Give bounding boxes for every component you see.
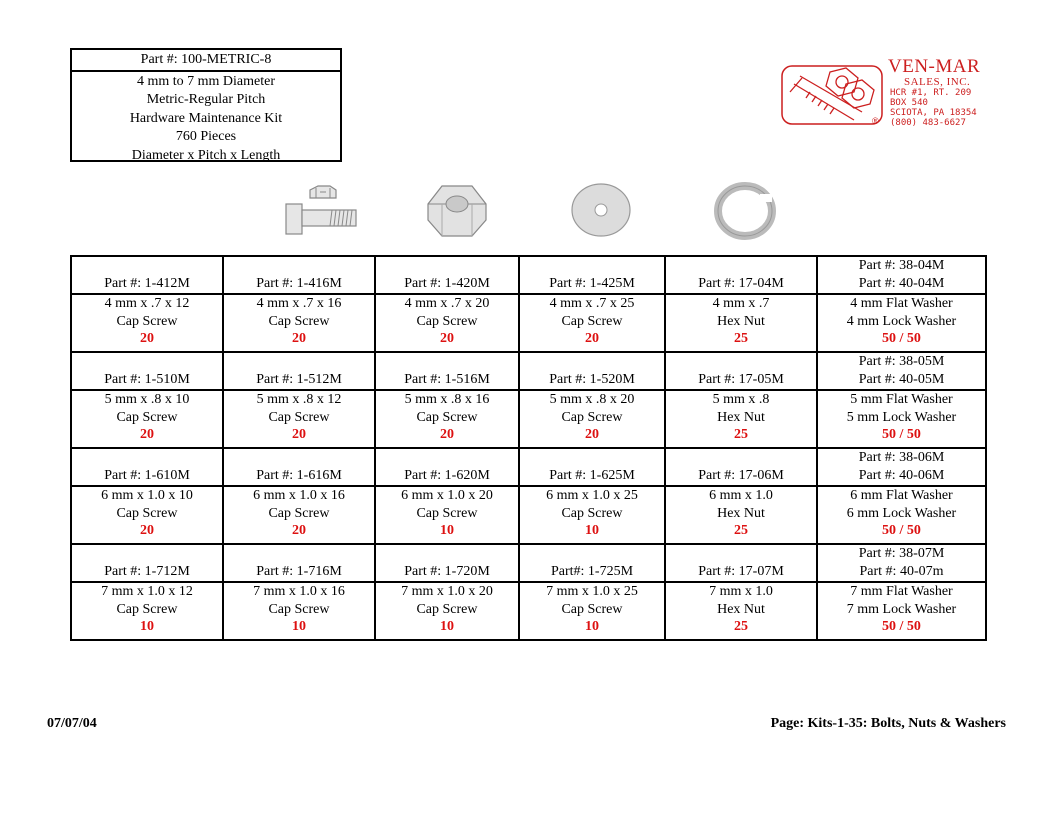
part-description-cell [71, 486, 223, 544]
kit-dimension-format: Diameter x Pitch x Length [131, 147, 281, 163]
part-description-cell [375, 582, 519, 640]
part-size: 6 mm x 1.0 x 10 [101, 488, 193, 503]
part-number-row [71, 544, 986, 582]
part-size: 4 mm x .7 x 20 [404, 296, 490, 311]
part-type: Cap Screw [116, 602, 178, 617]
bolt-and-nut-logo-icon [780, 64, 884, 126]
part-size: 7 mm x 1.0 x 16 [253, 584, 345, 599]
part-number-cell [375, 448, 519, 486]
part-number: Part #: 1-620M [404, 468, 490, 483]
part-quantity: 20 [140, 331, 154, 346]
part-number-row [71, 352, 986, 390]
part-type: Hex Nut [717, 506, 765, 521]
part-number: Part #: 17-05M [698, 372, 784, 387]
part-size: 7 mm x 1.0 x 12 [101, 584, 193, 599]
part-type: Cap Screw [561, 506, 623, 521]
part-number: Part #: 17-07M [698, 564, 784, 579]
part-number-cell [519, 544, 665, 582]
part-number: Part #: 38-06M [858, 450, 945, 465]
part-type: Cap Screw [561, 314, 623, 329]
part-number: Part #: 38-05M [858, 354, 945, 369]
part-number-cell [223, 352, 375, 390]
kit-pitch: Metric-Regular Pitch [146, 92, 266, 108]
parts-table [70, 255, 987, 641]
kit-type: Hardware Maintenance Kit [129, 110, 283, 126]
part-description-cell [375, 486, 519, 544]
kit-piece-count: 760 Pieces [175, 129, 237, 145]
part-number: Part #: 38-07M [858, 546, 945, 561]
part-size: 4 mm x .7 x 12 [104, 296, 190, 311]
part-size: 6 mm Flat Washer [850, 488, 953, 503]
part-quantity: 10 [140, 619, 154, 634]
part-quantity: 10 [440, 523, 454, 538]
part-description-cell [665, 582, 817, 640]
part-size: 5 mm x .8 x 20 [549, 392, 635, 407]
company-sales: SALES, INC. [904, 76, 971, 88]
part-size: 5 mm x .8 x 16 [404, 392, 490, 407]
part-quantity: 25 [734, 619, 748, 634]
part-number: Part #: 1-616M [256, 468, 342, 483]
part-number-cell [223, 544, 375, 582]
part-number: Part #: 1-416M [256, 276, 342, 291]
part-size: 5 mm x .8 x 12 [256, 392, 342, 407]
part-number-cell [665, 352, 817, 390]
part-number-cell [817, 544, 986, 582]
part-quantity: 10 [585, 523, 599, 538]
part-number: Part #: 40-07m [859, 564, 944, 579]
company-address-line-1: HCR #1, RT. 209 [890, 88, 972, 98]
part-type: Cap Screw [416, 602, 478, 617]
part-quantity: 25 [734, 427, 748, 442]
part-number: Part #: 1-516M [404, 372, 490, 387]
part-number-cell [71, 256, 223, 294]
footer-date: 07/07/04 [47, 716, 97, 731]
part-quantity: 10 [292, 619, 306, 634]
part-quantity: 10 [585, 619, 599, 634]
company-phone: (800) 483-6627 [890, 118, 966, 128]
part-number-cell [375, 352, 519, 390]
part-size: 7 mm Flat Washer [850, 584, 953, 599]
part-number-row [71, 256, 986, 294]
part-number: Part#: 1-725M [550, 564, 634, 579]
part-type: Cap Screw [416, 314, 478, 329]
cap-screw-icon [282, 184, 358, 236]
part-description-cell [817, 294, 986, 352]
part-description-cell [375, 294, 519, 352]
part-number-cell [375, 544, 519, 582]
part-size: 7 mm x 1.0 [709, 584, 773, 599]
lock-washer-icon [714, 182, 776, 240]
part-type: Cap Screw [268, 506, 330, 521]
part-number-cell [665, 256, 817, 294]
part-type: Cap Screw [116, 410, 178, 425]
part-size: 6 mm x 1.0 [709, 488, 773, 503]
part-number-cell [223, 256, 375, 294]
part-quantity: 20 [140, 523, 154, 538]
part-number-cell [519, 352, 665, 390]
part-size: 5 mm Flat Washer [850, 392, 953, 407]
part-type: Hex Nut [717, 602, 765, 617]
part-quantity: 20 [440, 331, 454, 346]
part-description-cell [223, 582, 375, 640]
part-description-cell [665, 486, 817, 544]
part-number-cell [665, 544, 817, 582]
part-number-cell [519, 448, 665, 486]
part-type: 6 mm Lock Washer [846, 506, 957, 521]
kit-part-number: Part #: 100-METRIC-8 [72, 50, 340, 72]
part-description-cell [665, 294, 817, 352]
part-quantity: 20 [440, 427, 454, 442]
part-size: 4 mm x .7 x 25 [549, 296, 635, 311]
part-size: 5 mm x .8 x 10 [104, 392, 190, 407]
part-size: 5 mm x .8 [712, 392, 770, 407]
part-quantity: 10 [440, 619, 454, 634]
company-name: VEN-MAR [888, 56, 981, 77]
part-number-cell [665, 448, 817, 486]
hardware-icons-row [0, 178, 1056, 244]
part-description-cell [817, 390, 986, 448]
part-description-cell [519, 390, 665, 448]
description-row [71, 294, 986, 352]
description-row [71, 582, 986, 640]
part-number-cell [71, 544, 223, 582]
part-number-cell [71, 352, 223, 390]
part-size: 4 mm x .7 x 16 [256, 296, 342, 311]
company-address-line-3: SCIOTA, PA 18354 [890, 108, 977, 118]
part-description-cell [519, 582, 665, 640]
part-number: Part #: 17-04M [698, 276, 784, 291]
part-type: Cap Screw [116, 314, 178, 329]
part-type: Hex Nut [717, 410, 765, 425]
hex-nut-icon [426, 184, 488, 238]
kit-header-box [70, 48, 342, 162]
kit-description [72, 72, 340, 165]
part-quantity: 20 [585, 427, 599, 442]
part-quantity: 20 [585, 331, 599, 346]
part-number: Part #: 1-425M [549, 276, 635, 291]
part-size: 6 mm x 1.0 x 16 [253, 488, 345, 503]
description-row [71, 390, 986, 448]
part-number-cell [817, 448, 986, 486]
part-number: Part #: 1-610M [104, 468, 190, 483]
part-number: Part #: 1-412M [104, 276, 190, 291]
part-description-cell [817, 486, 986, 544]
company-address-line-2: BOX 540 [890, 98, 928, 108]
part-number-cell [223, 448, 375, 486]
part-number: Part #: 40-06M [858, 468, 945, 483]
part-type: Cap Screw [268, 602, 330, 617]
part-size: 4 mm x .7 [712, 296, 770, 311]
part-description-cell [519, 294, 665, 352]
part-type: Cap Screw [561, 602, 623, 617]
part-description-cell [223, 294, 375, 352]
part-type: 7 mm Lock Washer [846, 602, 957, 617]
part-number: Part #: 17-06M [698, 468, 784, 483]
part-number-cell [375, 256, 519, 294]
part-quantity: 25 [734, 523, 748, 538]
kit-diameter-range: 4 mm to 7 mm Diameter [136, 74, 276, 89]
part-type: Cap Screw [268, 314, 330, 329]
part-type: Cap Screw [416, 410, 478, 425]
part-description-cell [375, 390, 519, 448]
part-number: Part #: 1-512M [256, 372, 342, 387]
part-quantity: 50 / 50 [882, 331, 921, 346]
part-description-cell [71, 582, 223, 640]
part-size: 7 mm x 1.0 x 25 [546, 584, 638, 599]
part-size: 6 mm x 1.0 x 25 [546, 488, 638, 503]
part-type: Cap Screw [268, 410, 330, 425]
part-number: Part #: 40-04M [858, 276, 945, 291]
part-number-row [71, 448, 986, 486]
part-number: Part #: 1-510M [104, 372, 190, 387]
part-type: 5 mm Lock Washer [846, 410, 957, 425]
ven-mar-logo [780, 58, 1030, 138]
part-number: Part #: 1-712M [104, 564, 190, 579]
part-description-cell [519, 486, 665, 544]
part-description-cell [223, 390, 375, 448]
part-description-cell [817, 582, 986, 640]
part-quantity: 20 [292, 331, 306, 346]
part-quantity: 50 / 50 [882, 523, 921, 538]
part-size: 4 mm Flat Washer [850, 296, 953, 311]
footer-page-label: Page: Kits-1-35: Bolts, Nuts & Washers [770, 716, 1006, 731]
description-row [71, 486, 986, 544]
part-quantity: 20 [292, 427, 306, 442]
part-number-cell [71, 448, 223, 486]
part-description-cell [71, 294, 223, 352]
part-size: 7 mm x 1.0 x 20 [401, 584, 493, 599]
part-type: Cap Screw [561, 410, 623, 425]
part-quantity: 50 / 50 [882, 427, 921, 442]
part-number: Part #: 1-716M [256, 564, 342, 579]
part-quantity: 20 [140, 427, 154, 442]
part-number: Part #: 1-520M [549, 372, 635, 387]
registered-mark: ® [872, 116, 879, 126]
part-quantity: 50 / 50 [882, 619, 921, 634]
part-quantity: 20 [292, 523, 306, 538]
flat-washer-icon [570, 182, 632, 238]
part-description-cell [223, 486, 375, 544]
part-number: Part #: 38-04M [858, 258, 945, 273]
part-size: 6 mm x 1.0 x 20 [401, 488, 493, 503]
part-description-cell [71, 390, 223, 448]
part-type: Cap Screw [416, 506, 478, 521]
part-number-cell [817, 256, 986, 294]
part-quantity: 25 [734, 331, 748, 346]
part-type: Cap Screw [116, 506, 178, 521]
part-description-cell [665, 390, 817, 448]
part-number: Part #: 1-720M [404, 564, 490, 579]
part-number-cell [519, 256, 665, 294]
part-number: Part #: 40-05M [858, 372, 945, 387]
part-number: Part #: 1-625M [549, 468, 635, 483]
part-number-cell [817, 352, 986, 390]
part-number: Part #: 1-420M [404, 276, 490, 291]
part-type: Hex Nut [717, 314, 765, 329]
logo-company-info [888, 58, 980, 128]
part-type: 4 mm Lock Washer [846, 314, 957, 329]
